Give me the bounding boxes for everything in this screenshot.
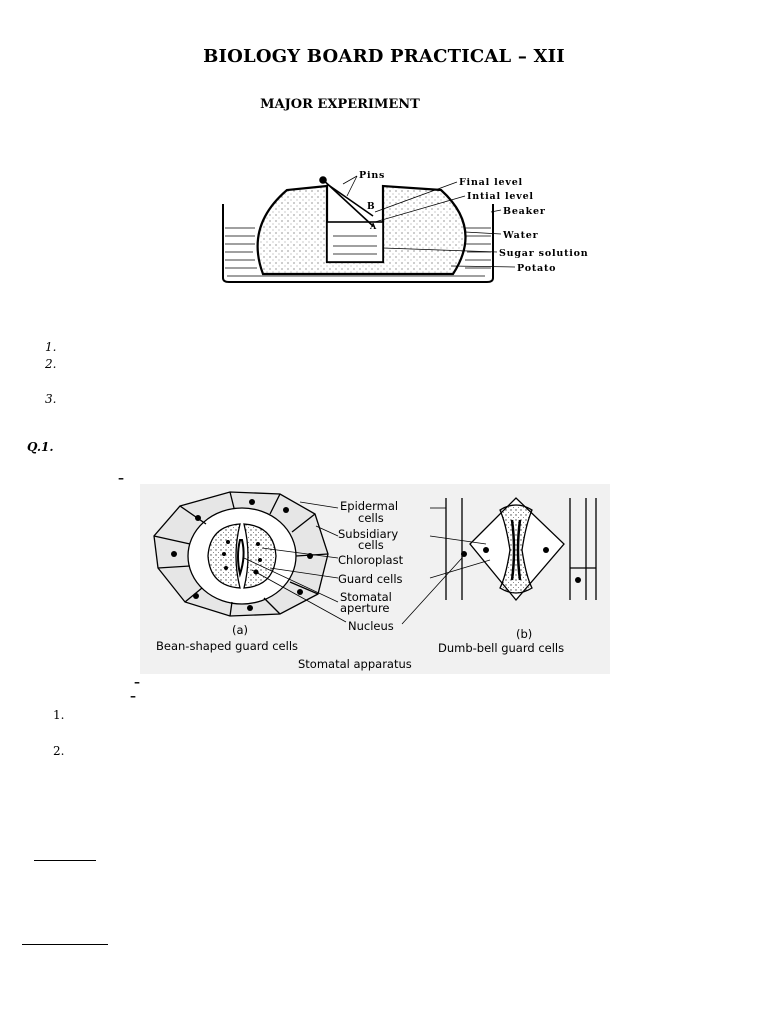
svg-text:(a): (a)	[232, 623, 249, 637]
list-item-3: 3.	[45, 392, 57, 406]
svg-text:Dumb-bell guard cells: Dumb-bell guard cells	[438, 641, 565, 655]
svg-text:cells: cells	[358, 511, 384, 525]
svg-text:Chloroplast: Chloroplast	[338, 553, 404, 567]
page-title: BIOLOGY BOARD PRACTICAL – XII	[203, 46, 565, 67]
svg-text:Nucleus: Nucleus	[348, 619, 394, 633]
svg-text:B: B	[367, 202, 375, 212]
svg-text:Bean-shaped guard cells: Bean-shaped guard cells	[156, 639, 299, 653]
label-beaker: Beaker	[503, 206, 546, 217]
label-water: Water	[503, 230, 539, 241]
underline-rule-1	[34, 860, 96, 861]
dash-mark-3: –	[130, 689, 136, 703]
label-final-level: Final level	[459, 177, 523, 188]
label-potato: Potato	[517, 263, 557, 274]
page-subtitle: MAJOR EXPERIMENT	[260, 97, 420, 112]
svg-text:cells: cells	[358, 538, 384, 552]
label-pins: Pins	[359, 170, 386, 181]
label-sugar-solution: Sugar solution	[499, 248, 589, 259]
question-label: Q.1.	[27, 440, 54, 454]
svg-text:Stomatal: Stomatal	[340, 590, 392, 604]
svg-text:A: A	[370, 221, 377, 231]
svg-text:Stomatal apparatus: Stomatal apparatus	[298, 657, 412, 671]
svg-text:Guard cells: Guard cells	[338, 572, 403, 586]
list2-item-1: 1.	[53, 708, 65, 722]
osmoscope-diagram	[215, 166, 615, 290]
svg-text:aperture: aperture	[340, 601, 390, 615]
stomatal-apparatus-diagram	[140, 484, 610, 674]
list-item-2: 2.	[45, 357, 57, 371]
svg-text:Epidermal: Epidermal	[340, 499, 399, 513]
list2-item-2: 2.	[53, 744, 65, 758]
underline-rule-2	[22, 944, 108, 945]
svg-text:(b): (b)	[516, 627, 533, 641]
dash-mark-2: –	[134, 675, 140, 689]
list-item-1: 1.	[45, 340, 57, 354]
svg-text:Subsidiary: Subsidiary	[338, 527, 399, 541]
dash-mark-1: –	[118, 471, 124, 485]
label-initial-level: Intial level	[467, 191, 534, 202]
